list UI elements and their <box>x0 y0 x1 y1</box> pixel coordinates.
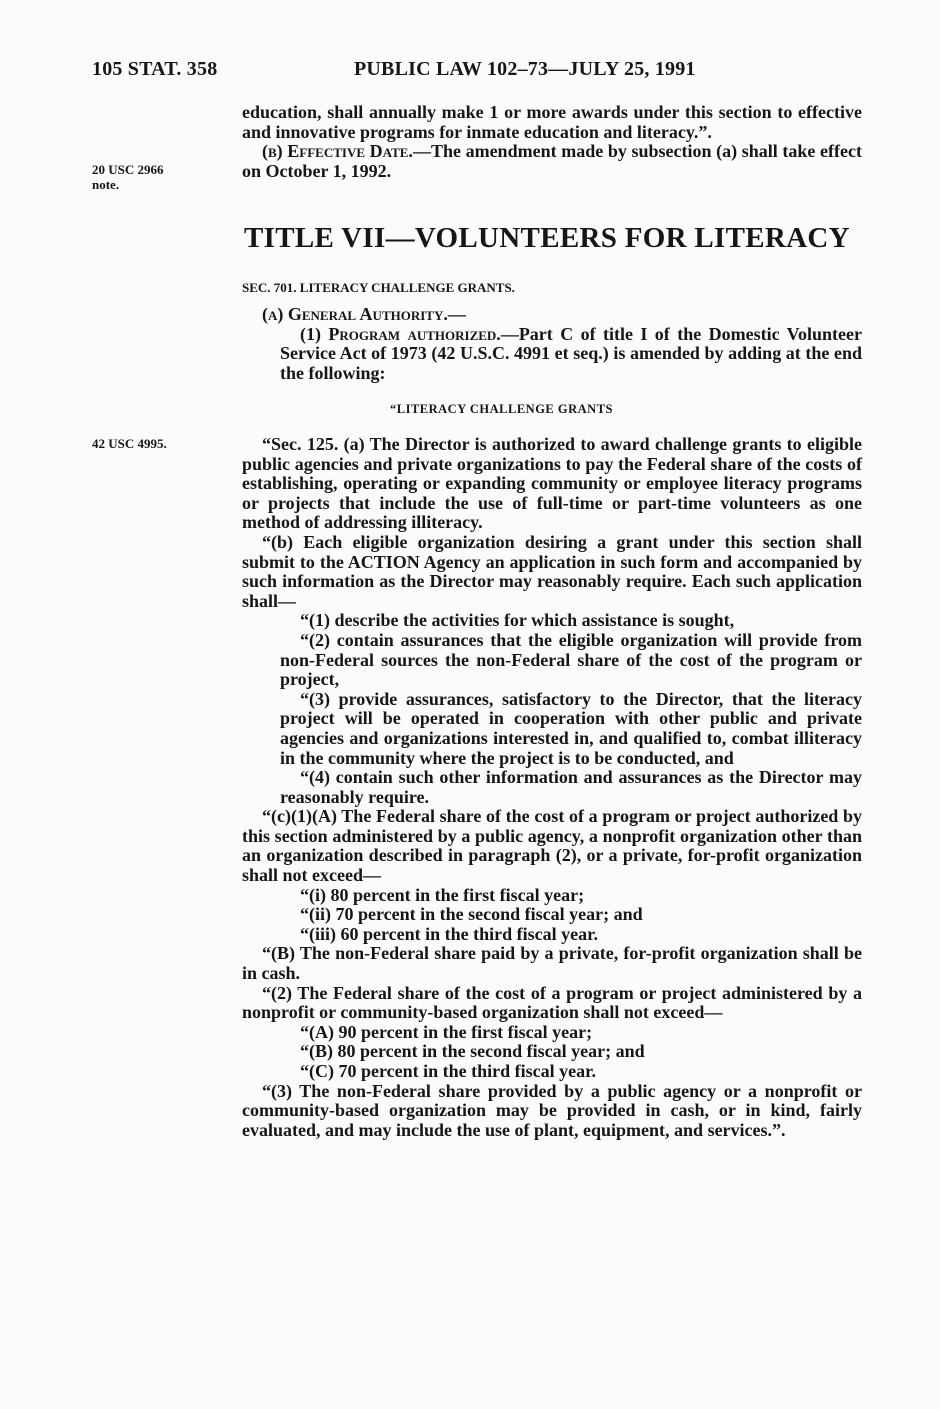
subsection-b-item: “(1) describe the activities for which assistance is sought, <box>300 610 735 631</box>
section-125-body <box>242 435 862 1140</box>
subsection-b: “(b) Each eligible organization desiring a grant under this section shall submit to the ACTION Agency an application in such form and accompanied by such information as the Director may reasonably require. Each such application shall— <box>242 531 862 611</box>
clause-item: “(ii) 70 percent in the second fiscal year; and <box>300 904 643 925</box>
clause-item: “(iii) 60 percent in the third fiscal year. <box>300 923 598 944</box>
program-authorized-label: (1) Program authorized. <box>300 323 501 344</box>
clause-item: “(C) 70 percent in the third fiscal year. <box>300 1061 596 1081</box>
general-authority-label: (a) General Authority.— <box>262 304 466 324</box>
effective-date-paragraph <box>242 142 862 181</box>
margin-citation-line: note. <box>92 177 120 192</box>
subsection-c2: “(2) The Federal share of the cost of a program or project administered by a nonprofit or community-based organization shall not exceed— <box>242 982 862 1023</box>
intro-paragraph: education, shall annually make 1 or more awards under this section to effective and innovative programs for inmate education and literacy.”. <box>242 102 862 142</box>
subsection-b-item: “(3) provide assurances, satisfactory to the Director, that the literacy project will be operated in cooperation with other public and private agencies and organizations interested in, and qualified to, combat illiteracy in the community where the project is to be conducted, and <box>280 688 862 768</box>
running-header: PUBLIC LAW 102–73—JULY 25, 1991 <box>354 58 696 80</box>
title-heading: TITLE VII—VOLUNTEERS FOR LITERACY <box>244 222 850 254</box>
margin-citation-usc-4995: 42 USC 4995. <box>92 436 167 451</box>
margin-citation-line: 20 USC 2966 <box>92 162 164 177</box>
sec125-paragraph: “Sec. 125. (a) The Director is authorized to award challenge grants to eligible public agencies and private organizations to pay the Federal share of the costs of establishing, operating or expanding community or employee literacy programs or projects that include the use of full-time or part-time volunteers as one method of addressing illiteracy. <box>242 434 862 533</box>
general-authority-block <box>242 305 862 383</box>
subsection-b-item: “(2) contain assurances that the eligible organization will provide from non-Federal sources the non-Federal share of the cost of the program or project, <box>280 629 862 690</box>
subsection-c1a: “(c)(1)(A) The Federal share of the cost of a program or project authorized by this section administered by a public agency, a nonprofit organization other than an organization described in paragraph (2), or a private, for-profit organization shall not exceed— <box>242 806 862 886</box>
effective-date-label: (b) Effective Date. <box>262 141 413 162</box>
page-stat-number: 105 STAT. 358 <box>92 58 218 80</box>
program-authorized-paragraph <box>242 325 862 384</box>
program-authorized-text: —Part C of title I of the Domestic Volunteer Service Act of 1973 (42 U.S.C. 4991 et seq.) is amended by adding at the end the following: <box>280 323 862 383</box>
clause-item: “(B) 80 percent in the second fiscal year; and <box>300 1041 645 1062</box>
subsection-c1b: “(B) The non-Federal share paid by a private, for-profit organization shall be in cash. <box>242 943 862 984</box>
subsection-c3: “(3) The non-Federal share provided by a public agency or a nonprofit or community-based organization may be provided in cash, or in kind, fairly evaluated, and may include the use of plant, equipment, and services.”. <box>242 1080 862 1140</box>
section-heading: SEC. 701. LITERACY CHALLENGE GRANTS. <box>242 280 515 295</box>
intro-block <box>242 103 862 181</box>
literacy-challenge-grants-heading: “LITERACY CHALLENGE GRANTS <box>390 402 613 416</box>
effective-date-text: —The amendment made by subsection (a) shall take effect on October 1, 1992. <box>242 141 862 181</box>
subsection-b-item: “(4) contain such other information and assurances as the Director may reasonably require. <box>280 767 862 807</box>
clause-item: “(A) 90 percent in the first fiscal year; <box>300 1021 593 1042</box>
margin-citation-usc-2966 <box>92 162 164 192</box>
clause-item: “(i) 80 percent in the first fiscal year; <box>300 884 585 905</box>
